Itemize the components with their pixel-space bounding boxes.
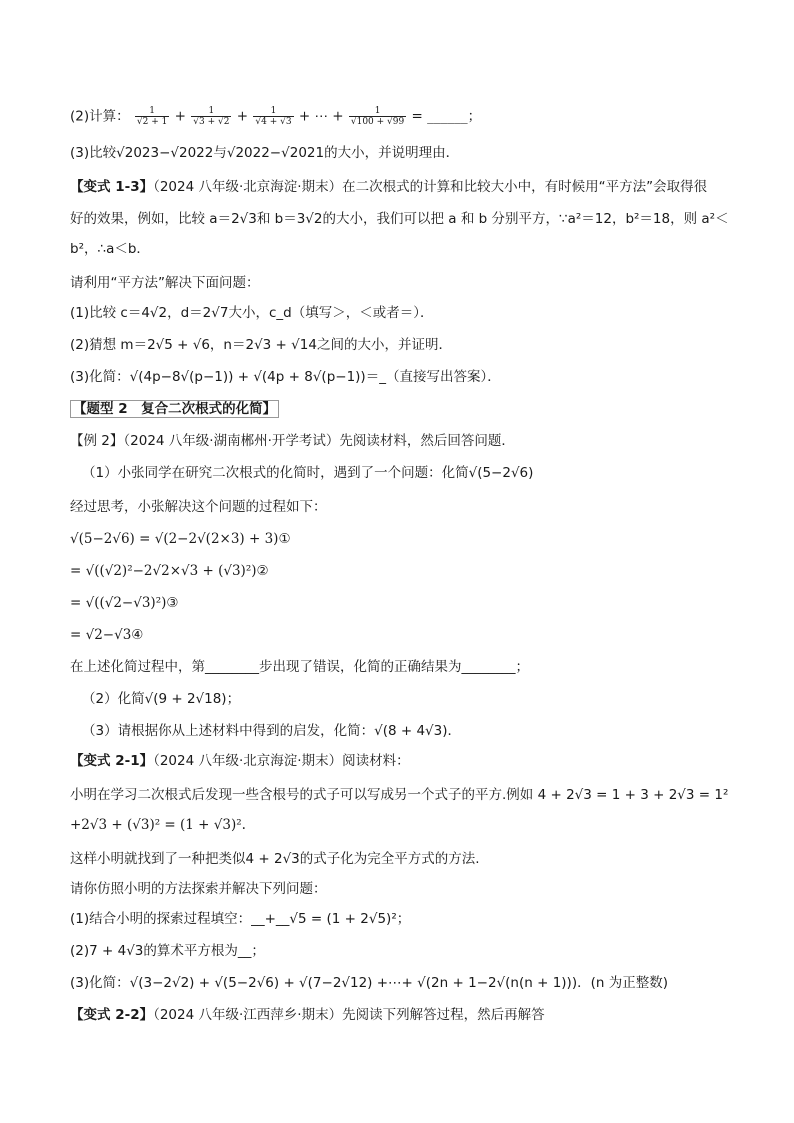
variant-2-1-intro: 阅读材料： [342, 753, 410, 769]
variant-2-1-line-2: 小明在学习二次根式后发现一些含根号的式子可以写成另一个式子的平方.例如 4 + 2√3 = 1 + 3 + 2√3 = 1² [70, 787, 729, 803]
variant-2-1-line-1 [70, 752, 410, 770]
fraction-2: $\frac{1}{√3 + √2}$ [193, 106, 230, 127]
variant-1-3-part-1: (1)比较 c＝4√2，d＝2√7大小，c_d（填写＞，＜或者＝）． [70, 305, 434, 321]
variant-2-1-question-1: (1)结合小明的探索过程填空：__+__√5 = (1 + 2√5)²； [70, 911, 411, 927]
variant-2-1-line-5: 请你仿照小明的方法探索并解决下列问题： [70, 881, 327, 897]
example-2-question: 在上述化简过程中，第________步出现了错误，化简的正确结果为________； [70, 659, 529, 675]
variant-2-2-line-1 [70, 1006, 545, 1024]
example-2-step-1: √(5−2√6) = √(2−2√(2×3) + 3)① [70, 531, 291, 547]
fraction-3: $\frac{1}{√4 + √3}$ [255, 106, 292, 127]
variant-2-2-text: 先阅读下列解答过程，然后再解答 [342, 1007, 545, 1023]
variant-1-3-part-3: (3)化简：√(4p−8√(p−1)) + √(4p + 8√(p−1))＝_（直接写出答案）． [70, 369, 501, 385]
example-2-part-1b: 经过思考，小张解决这个问题的过程如下： [70, 499, 327, 515]
variant-1-3-line-4: 请利用“平方法”解决下面问题： [70, 275, 260, 291]
variant-2-1-question-3: (3)化简：√(3−2√2) + √(5−2√6) + √(7−2√12) +⋯+ √(2n + 1−2√(n(n + 1)))．(n 为正整数) [70, 975, 668, 991]
example-2-step-2: = √((√2)²−2√2×√3 + (√3)²)② [70, 563, 269, 579]
variant-1-3-line-2: 好的效果，例如，比较 a＝2√3和 b＝3√2的大小，我们可以把 a 和 b 分别平方，∵a²＝12，b²＝18，则 a²＜ [70, 211, 729, 227]
variant-2-1-line-4: 这样小明就找到了一种把类似4 + 2√3的式子化为完全平方式的方法. [70, 851, 480, 867]
variant-1-3-source: （2024 八年级·北京海淀·期末） [153, 179, 343, 195]
variant-2-1-source: （2024 八年级·北京海淀·期末） [153, 753, 343, 769]
example-2-step-3: = √((√2−√3)²)③ [70, 595, 179, 611]
question-3-line: (3)比较√2023−√2022与√2022−√2021的大小，并说明理由． [70, 145, 460, 161]
q2-tail: = ______； [411, 108, 482, 125]
variant-2-2-tag: 【变式 2-2】 [70, 1007, 154, 1023]
example-2-part-2: （2）化简√(9 + 2√18)； [82, 691, 241, 707]
example-2-intro: 先阅读材料，然后回答问题． [339, 433, 515, 449]
fraction-4: $\frac{1}{√100 + √99}$ [350, 106, 405, 127]
q2-label: (2)计算： [70, 108, 130, 125]
variant-2-1-tag: 【变式 2-1】 [70, 753, 154, 769]
example-2-part-3: （3）请根据你从上述材料中得到的启发，化简：√(8 + 4√3)． [82, 723, 461, 739]
type-2-title [70, 400, 279, 418]
fraction-1: $\frac{1}{√2 + 1}$ [136, 106, 168, 127]
variant-1-3-tag: 【变式 1-3】 [70, 179, 154, 195]
example-2-source: （2024 八年级·湖南郴州·开学考试） [123, 433, 340, 449]
example-2-tag: 【例 2】 [70, 433, 124, 449]
question-2-line: (2)计算： $\frac{1}{√2 + 1}$ + $\frac{1}{√3 + √2}$ + $\frac{1}{√4 + √3}$ + ⋯ + $\frac{1}{√100 + √99}$ = ______； [70, 106, 482, 127]
q2-dots: + ⋯ + [298, 108, 344, 125]
example-2-part-1: （1）小张同学在研究二次根式的化简时，遇到了一个问题：化简√(5−2√6) [82, 465, 534, 481]
variant-1-3-part-2: (2)猜想 m＝2√5 + √6，n＝2√3 + √14之间的大小，并证明． [70, 337, 452, 353]
variant-1-3-line-1 [70, 178, 707, 196]
example-2-step-4: = √2−√3④ [70, 627, 144, 643]
variant-1-3-text-1: 在二次根式的计算和比较大小中，有时候用“平方法”会取得很 [342, 179, 708, 195]
variant-1-3-line-3: b²，∴a＜b． [70, 241, 150, 257]
type-2-title-box: 【题型 2 复合二次根式的化简】 [70, 400, 279, 418]
variant-2-1-question-2: (2)7 + 4√3的算术平方根为__； [70, 943, 265, 959]
example-2-line-1 [70, 432, 515, 450]
variant-2-1-line-3: +2√3 + (√3)² = (1 + √3)². [70, 817, 246, 833]
variant-2-2-source: （2024 八年级·江西萍乡·期末） [153, 1007, 343, 1023]
